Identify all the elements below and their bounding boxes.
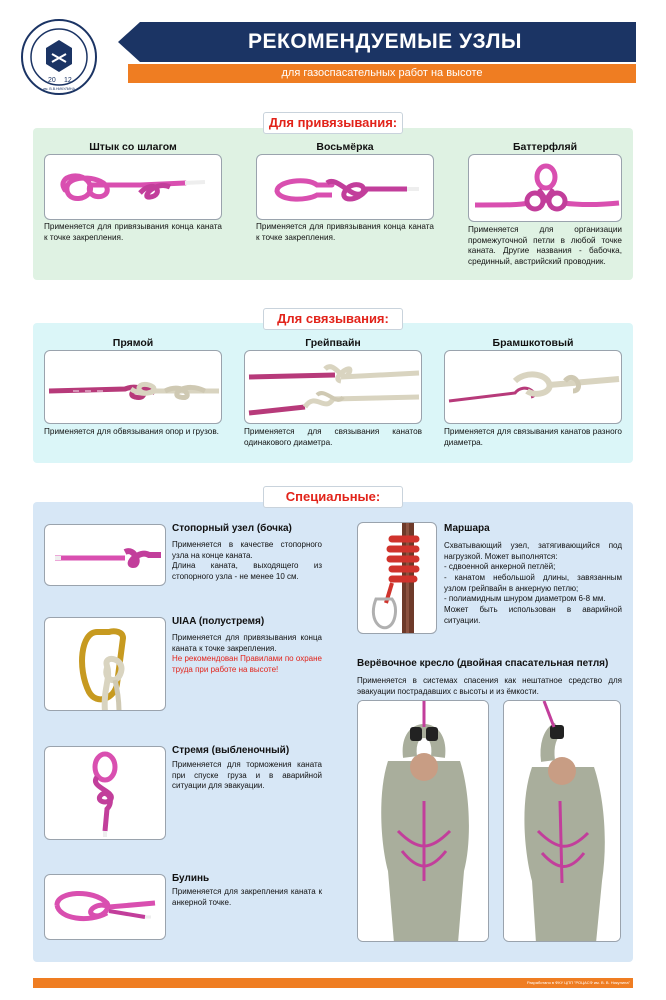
knot-desc-rope-chair: Применяется в системах спасения как нештатное средство для эвакуации пострадавших с высоты и из ёмкости. (357, 676, 622, 696)
knot-name-rope-chair: Верёвочное кресло (двойная спасательная петля) (357, 658, 609, 669)
knot-image-butterfly (468, 154, 622, 222)
page-subtitle: для газоспасательных работ на высоте (281, 67, 483, 79)
rope-chair-photo-side (503, 700, 621, 942)
knot-image-stopper (44, 524, 166, 586)
knot-note-stopper: Длина каната, выходящего из стопорного узла - не менее 10 см. (172, 561, 322, 581)
knot-image-bowline (44, 874, 166, 940)
knot-desc-shtyk: Применяется для привязывания конца каната к точке закрепления. (44, 222, 222, 242)
knot-image-sheet-bend (444, 350, 622, 424)
knot-desc-sheet-bend: Применяется для связывания канатов разного диаметра. (444, 427, 622, 447)
knot-name-stopper: Стопорный узел (бочка) (172, 523, 292, 534)
knot-warning-uiaa: Не рекомендован Правилами по охране труда при работе на высоте! (172, 654, 322, 674)
knot-desc-butterfly: Применяется для организации промежуточной петли в любой точке каната. Другие названия - бабочка, срединный, австрийский проводник. (468, 225, 622, 266)
knot-image-eight (256, 154, 434, 220)
knot-desc-bowline: Применяется для закрепления каната к анкерной точке. (172, 887, 322, 907)
knot-name-bowline: Булинь (172, 873, 210, 884)
list-item: - сдвоенной анкерной петлёй; (444, 562, 556, 571)
joining-section-label: Для связывания: (263, 308, 403, 330)
footer-credit: Разработано в ФКУ ЦПП "РОЦАСФ им. В. В. Никулина" (526, 980, 630, 985)
knot-image-stirrup (44, 746, 166, 840)
emblem-year-right: 12 (64, 77, 72, 84)
knot-name-marshar: Маршара (444, 523, 490, 534)
knot-desc-stirrup: Применяется для торможения каната при спуске груза и в аварийной ситуации для эвакуации. (172, 760, 322, 790)
knot-desc-square: Применяется для обвязывания опор и грузов. (44, 427, 219, 436)
knot-name-stirrup: Стремя (выбленочный) (172, 745, 290, 756)
emblem-year-left: 20 (48, 77, 56, 84)
knot-name-sheet-bend: Брамшкотовый (492, 337, 574, 349)
knot-name-uiaa: UIAA (полустремя) (172, 616, 265, 627)
knot-image-grapevine (244, 350, 422, 424)
knot-name-square: Прямой (112, 337, 154, 349)
knot-image-marshar (357, 522, 437, 634)
list-item: - полиамидным шнуром диаметром 6-8 мм. (444, 594, 606, 603)
knot-name-butterfly: Баттерфляй (512, 141, 578, 153)
special-section-label: Специальные: (263, 486, 403, 508)
emblem-caption: им. В.В.НИКУЛИНА (43, 87, 75, 91)
binding-section-label: Для привязывания: (263, 112, 403, 134)
rope-chair-photo-front (357, 700, 489, 942)
knot-image-shtyk (44, 154, 222, 220)
knot-image-uiaa (44, 617, 166, 711)
knot-name-shtyk: Штык со шлагом (89, 141, 177, 153)
knot-desc-eight: Применяется для привязывания конца каната к точке закрепления. (256, 222, 434, 242)
knot-desc-grapevine: Применяется для связывания канатов одинакового диаметра. (244, 427, 422, 447)
page-title: РЕКОМЕНДУЕМЫЕ УЗЛЫ (247, 30, 522, 53)
knot-desc-uiaa: Применяется для привязывания конца каната к точке закрепления. (172, 633, 322, 653)
knot-outro-marshar: Может быть использован в аварийной ситуации. (444, 605, 622, 625)
knot-image-square (44, 350, 222, 424)
knot-name-eight: Восьмёрка (316, 141, 374, 153)
knot-name-grapevine: Грейпвайн (305, 337, 361, 349)
knot-intro-marshar: Схватывающий узел, затягивающийся под нагрузкой. Может выполнятся: (444, 541, 622, 561)
emblem-logo (20, 18, 98, 96)
knot-desc-stopper: Применяется в качестве стопорного узла на конце каната. (172, 540, 322, 560)
list-item: - канатом небольшой длины, завязанным узлом грейпвайн в анкерную петлю; (444, 573, 622, 593)
